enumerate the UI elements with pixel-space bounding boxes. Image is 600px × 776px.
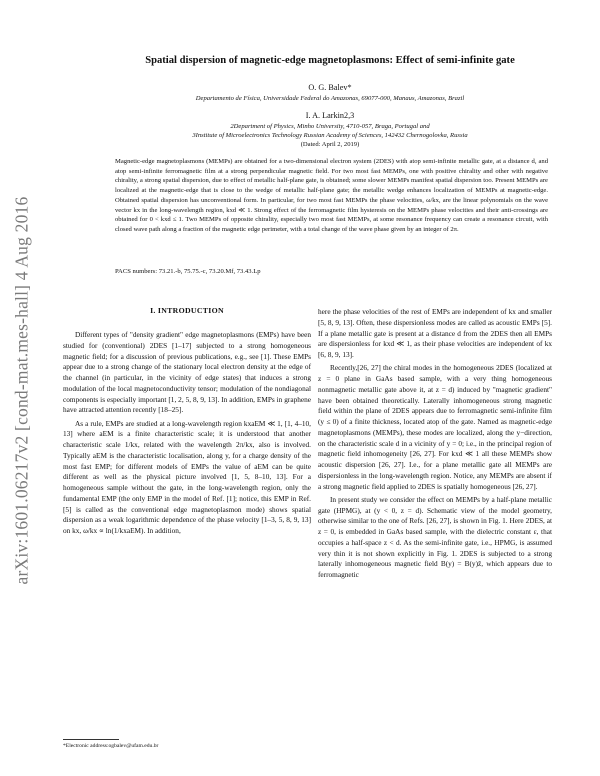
intro-paragraph-1: Different types of "density gradient" edge magnetoplasmons (EMPs) have been studied for (conventional) 2DES [1–17] subjected to a strong homogeneous magnetic field; for a discussion of previous publications, e.g., see [1]. These EMPs appear due to a strong change of the stationary local electron density at the edge of the channel (in particular, in the vicinity of edge states) that induces a strong modulation of the local magnetoconductivity tensor; modulation of the nondiagonal components is especially important [1, 2, 5, 8, 9, 13]. In addition, EMPs in graphene have attracted attention recently [18–25]. xyxy=(63,330,311,415)
intro-paragraph-2: As a rule, EMPs are studied at a long-wavelength region kxaEM ≪ 1, [1, 4–10, 13] where aEM is a finite characteristic scale; it is understood that another characteristic scale 1/kx, related with the wavelength 2π/kx, also is involved. Typically aEM is the characteristic localisation, along y, for a charge density of the most fast EMP; for different models of EMPs the value of aEM can be quite different as well as the physical picture involved [1, 5, 8–10, 13]. For a homogeneous sample without the gate, in the long-wavelength region, only the fundamental EMP (the only EMP in the model of Ref. [1]; notice, this EMP in Ref. [5] is called as the conventional edge magnetoplasmon mode) shows spatial dispersion as a weak logarithmic dependence of the phase velocity [1–3, 5, 8, 9, 13] on kx, ω/kx ∝ ln(1/kxaEM). In addition, xyxy=(63,418,311,535)
footnote-email: *Electronic address:ogbalev@ufam.edu.br xyxy=(63,743,159,749)
pacs-numbers: PACS numbers: 73.21.-b, 75.75.-c, 73.20.Mf, 73.43.Lp xyxy=(115,268,261,275)
section-heading-introduction: I. INTRODUCTION xyxy=(150,306,224,315)
affiliation-amazonas: Departamento de Física, Universidade Federal do Amazonas, 69077-000, Manaus, Amazonas, Brazil xyxy=(195,95,465,102)
paper-title: Spatial dispersion of magnetic-edge magnetoplasmons: Effect of semi-infinite gate xyxy=(145,55,515,66)
intro-paragraph-5: In present study we consider the effect on MEMPs by a half-plane metallic gate (HPMG), at (y < 0, z = d). Schematic view of the model geometry, otherwise similar to the one of Refs. [26, 27], is shown in Fig. 1. Here 2DES, at z = 0, is embedded in GaAs based sample, with the dielectric constant ε, that occupies a half-space z < d. As the semi-infinite gate, i.e., HPMG, is assumed very thin it is not shown explicitly in Fig. 1. 2DES is subjected to a strong laterally inhomogeneous magnetic field B(y) = B(y)ẑ, which appears due to ferromagnetic xyxy=(318,494,552,579)
right-column-body xyxy=(318,307,552,581)
author-larkin: I. A. Larkin2,3 xyxy=(305,111,355,120)
left-column-body xyxy=(63,330,311,537)
arxiv-identifier-stamp: arXiv:1601.06217v2 [cond-mat.mes-hall] 4 Aug 2016 xyxy=(11,196,32,584)
date-line: (Dated: April 2, 2019) xyxy=(300,141,360,148)
intro-paragraph-3: here the phase velocities of the rest of EMPs are independent of kx and smaller [5, 8, 9, 13]. Often, these dispersionless modes are called as acoustic EMPs [5]. If a plane metallic gate is present at a distance d from the 2DES then all EMPs are dispersionless for kxd ≪ 1, as their phase velocities are independent of kx [6, 8, 9, 13]. xyxy=(318,307,552,359)
author-balev: O. G. Balev* xyxy=(308,83,352,92)
affiliation-minho: 2Department of Physics, Minho University, 4710-057, Braga, Portugal and xyxy=(230,123,430,130)
intro-paragraph-4: Recently,[26, 27] the chiral modes in the homogeneous 2DES (localized at z = 0 plane in GaAs based sample, with a very thing homogeneous nonmagnetic metallic gate above it, at z = d) induced by "magnetic gradient" have been obtained theoretically. Laterally inhomogeneous strong magnetic field within the plane of 2DES appears due to ferromagnetic semi-infinite film (y ≤ 0) of a finite thickness, located atop of the gate. Named as magnetic-edge magnetoplasmons (MEMPs), these modes are localized, along the y−direction, on the characteristic scale d in a vicinity of y = 0; i.e., in the principal region of magnetic field inhomogeneity [26, 27]. For kxd ≪ 1 all these MEMPs show acoustic dispersion [26, 27]. I.e., for a plane metallic gate all MEMPs are dispersionless in the long-wavelength region. Notice, any MEMPs are absent if a strong magnetic field applied to 2DES is spatially homogeneous [26, 27]. xyxy=(318,363,552,491)
affiliation-microelectronics: 3Institute of Microelectronics Technology Russian Academy of Sciences, 142432 Chernogolovka, Russia xyxy=(192,132,468,139)
abstract: Magnetic-edge magnetoplasmons (MEMPs) are obtained for a two-dimensional electron system (2DES) with atop semi-infinite metallic gate, at a distance d, and atop semi-infinite ferromagnetic film at a strong perpendicular magnetic field. For two most fast MEMPs, one with positive chirality and other with negative chirality, a strong spatial dispersion, due to effect of metallic half-plane gate, is obtained; some slower MEMPs manifest spatial dispersion too. Present MEMPs are localized at the magnetic-edge that is close to the wedge of metallic half-plane gate; the metallic wedge enhances localization of MEMPs at magnetic-edge. Obtained spatial dispersion has unconventional form. In particular, for two most fast MEMPs the phase velocities, ω/kx, are the linear polynomials on the wave vector kx in the long-wavelength region, kxd ≪ 1. Strong effect of the ferromagnetic film hysteresis on the MEMPs phase velocities and their anti-crossings are obtained for 0 < kxd ≤ 1. Two MEMPs of opposite chirality, especially two most fast MEMPs, at some resonance frequency can create a resonance circuit, with closed wave path along a fraction of the magnetic edge perimeter, with a total change of the wave phase given by an integer of 2π. xyxy=(115,158,548,233)
footnote-rule xyxy=(63,739,119,740)
